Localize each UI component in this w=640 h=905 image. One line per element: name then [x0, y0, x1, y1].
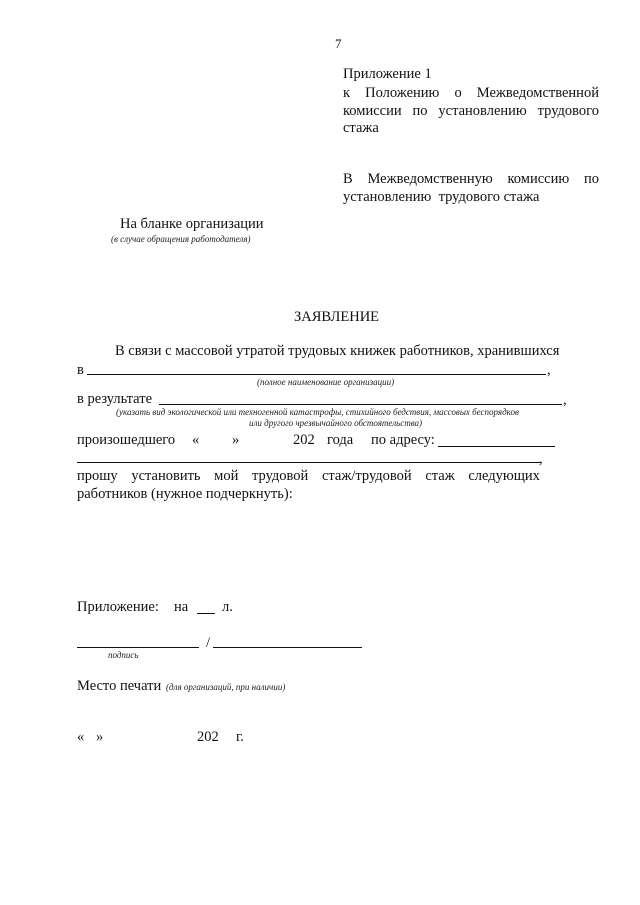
cause-field-comma: ,	[563, 392, 567, 408]
occurred-label: произошедшего	[77, 432, 176, 448]
date-quote-open: «	[192, 432, 200, 448]
cause-field[interactable]	[159, 404, 562, 405]
date-year-suffix: г.	[236, 729, 244, 745]
stamp-label: Место печати	[77, 678, 162, 694]
page-number: 7	[335, 36, 342, 51]
appendix-line-1: к Положению о Межведомственной	[343, 85, 599, 101]
event-year: 202	[293, 432, 315, 448]
attachment-sheets: л.	[222, 599, 233, 615]
address-field[interactable]	[438, 446, 555, 447]
attachment-sheets-field[interactable]	[197, 613, 215, 614]
attachment-label: Приложение:	[77, 599, 159, 615]
organization-note: (полное наименование организации)	[257, 377, 395, 387]
letterhead-text: На бланке организации	[120, 216, 264, 232]
appendix-line-2: комиссии по установлению трудового	[343, 103, 599, 119]
date-year: 202	[197, 729, 219, 745]
date-quote-close: »	[232, 432, 240, 448]
document-title: ЗАЯВЛЕНИЕ	[294, 309, 380, 325]
address-field-comma: ,	[539, 451, 543, 467]
attachment-on: на	[174, 599, 189, 615]
organization-field-comma: ,	[547, 362, 551, 378]
cause-note-line-2: или другого чрезвычайного обстоятельства)	[249, 418, 423, 428]
address-field-continued[interactable]	[77, 462, 541, 463]
in-prefix: в	[77, 362, 84, 378]
request-line-2: работников (нужное подчеркнуть):	[77, 486, 293, 502]
intro-text: В связи с массовой утратой трудовых книжек работников, хранившихся	[115, 343, 560, 359]
appendix-line-3: стажа	[343, 120, 379, 136]
result-prefix: в результате	[77, 391, 153, 407]
year-word: года	[327, 432, 354, 448]
signature-note: подпись	[108, 650, 139, 660]
addressee-line-1: В Межведомственную комиссию по	[343, 171, 599, 187]
stamp-note: (для организаций, при наличии)	[166, 682, 286, 692]
organization-field[interactable]	[87, 374, 546, 375]
appendix-title: Приложение 1	[343, 66, 432, 82]
date-quote-close-bottom: »	[96, 729, 104, 745]
request-line-1: прошу установить мой трудовой стаж/трудовой стаж следующих	[77, 468, 540, 484]
address-label: по адресу:	[371, 432, 435, 448]
signature-name-field[interactable]	[213, 647, 362, 648]
date-quote-open-bottom: «	[77, 729, 85, 745]
letterhead-note: (в случае обращения работодателя)	[111, 234, 251, 244]
signature-slash: /	[206, 635, 211, 651]
addressee-line-2: установлению трудового стажа	[343, 189, 540, 205]
signature-field[interactable]	[77, 647, 199, 648]
cause-note-line-1: (указать вид экологической или техногенной катастрофы, стихийного бедствия, массовых беспорядков	[116, 407, 519, 417]
